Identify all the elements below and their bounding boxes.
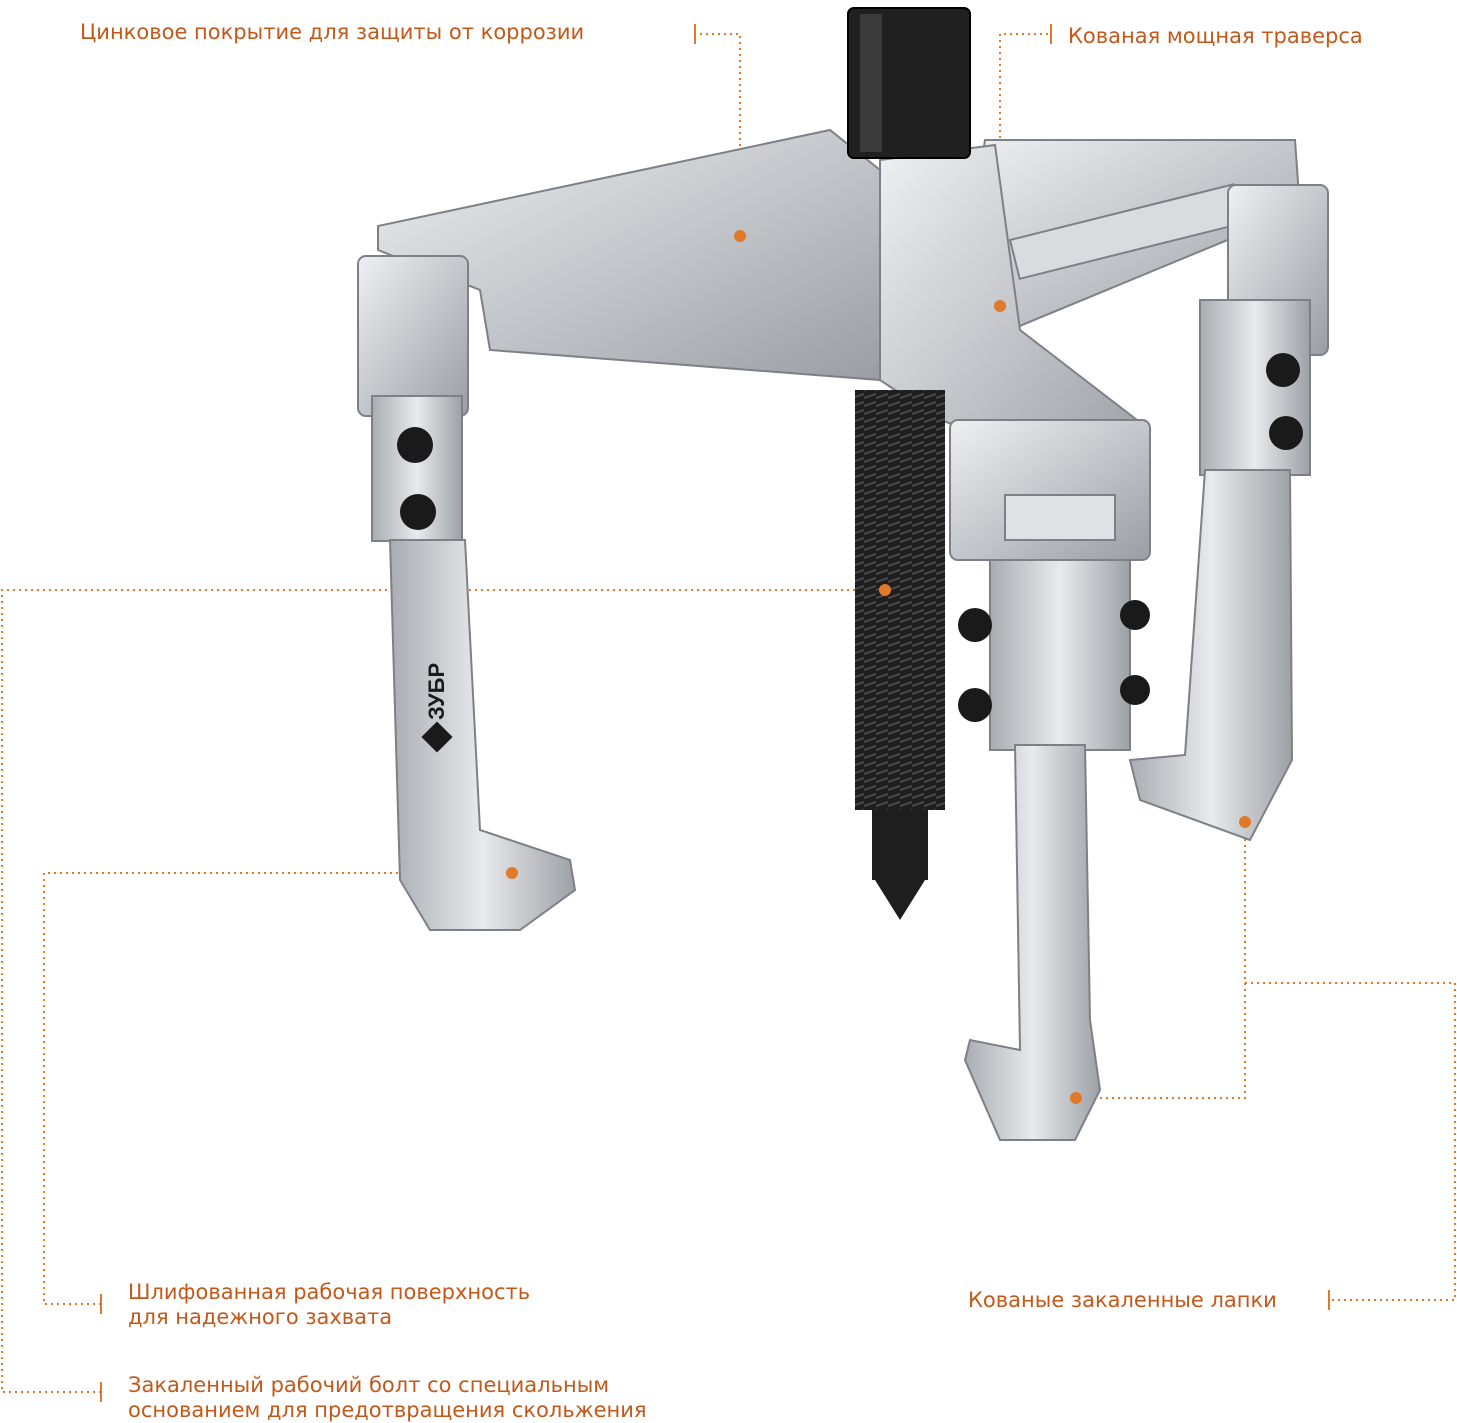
- tick-bolt: [100, 1382, 102, 1402]
- leader-ground: [44, 873, 512, 1304]
- jaw-right: [1130, 185, 1328, 840]
- callout-bolt-line1: Закаленный рабочий болт со специальным: [128, 1373, 610, 1397]
- dot-jaws-front: [1070, 1092, 1082, 1104]
- bolt-thread: [855, 390, 945, 810]
- dot-bolt: [879, 584, 891, 596]
- brand-logo: [421, 663, 452, 753]
- tick-ground: [100, 1294, 102, 1314]
- jaw-front: [950, 420, 1150, 1140]
- jaw-bolt-icon: [958, 688, 992, 722]
- dot-yoke: [994, 300, 1006, 312]
- callout-bolt-line2: основанием для предотвращения скольжения: [128, 1398, 647, 1422]
- callout-ground-surface-line2: для надежного захвата: [128, 1305, 393, 1329]
- forged-yoke: [378, 130, 1300, 470]
- callout-ground-surface-line1: Шлифованная рабочая поверхность: [128, 1280, 531, 1304]
- leader-jaws-left: [1076, 822, 1245, 1098]
- brand-logo-text: ЗУБР: [424, 662, 449, 720]
- jaw-left: [358, 256, 575, 930]
- dot-zinc: [734, 230, 746, 242]
- dot-ground: [506, 867, 518, 879]
- leader-jaws-right: [1245, 983, 1455, 1300]
- jaw-bolt-icon: [1269, 416, 1303, 450]
- bolt-tip: [875, 880, 925, 920]
- tick-zinc: [694, 24, 696, 44]
- jaw-bolt-icon: [1120, 600, 1150, 630]
- callout-zinc-coating: Цинковое покрытие для защиты от коррозии: [80, 20, 585, 44]
- jaw-bolt-icon: [958, 608, 992, 642]
- callout-forged-yoke: Кованая мощная траверса: [1068, 24, 1363, 48]
- jaw-bolt-icon: [1266, 353, 1300, 387]
- jaw-bolt-icon: [397, 427, 433, 463]
- jaw-bolt-icon: [400, 494, 436, 530]
- tick-yoke: [1050, 24, 1052, 44]
- jaw-bolt-icon: [1120, 675, 1150, 705]
- dot-jaws-right: [1239, 816, 1251, 828]
- callout-forged-jaws: Кованые закаленные лапки: [968, 1288, 1277, 1312]
- tick-jaws: [1328, 1290, 1330, 1310]
